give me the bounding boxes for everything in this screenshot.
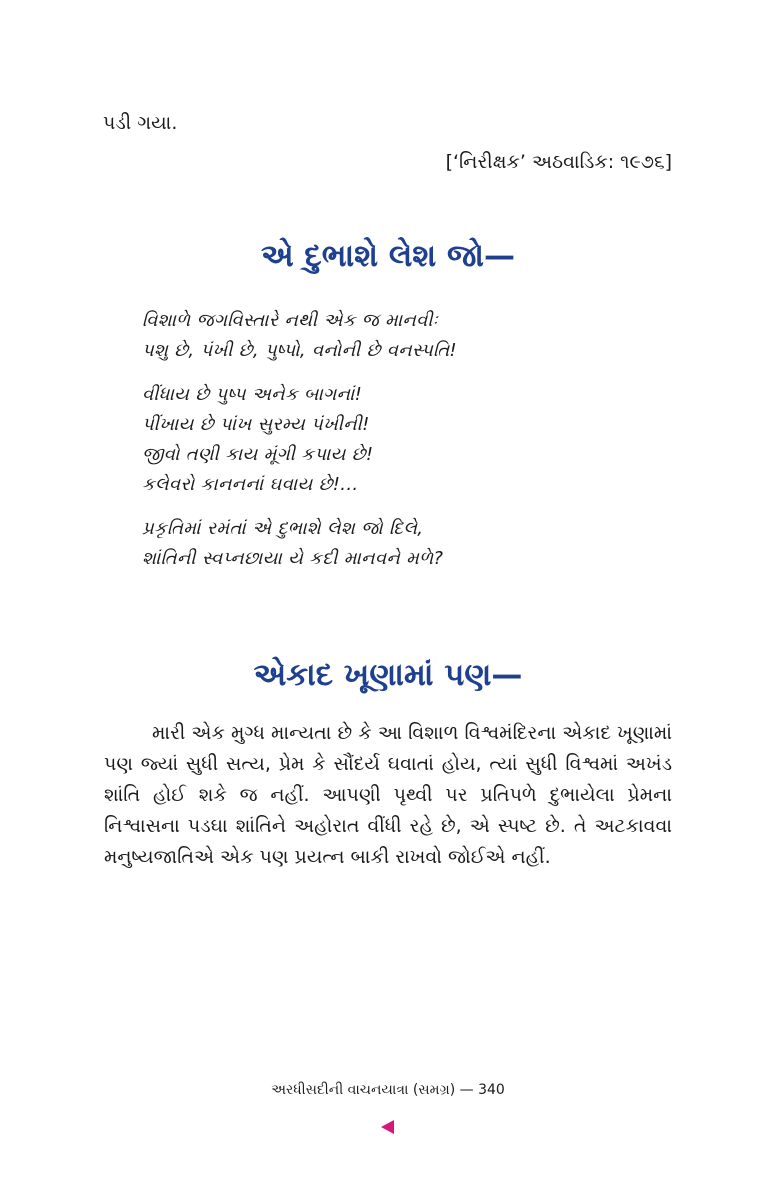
section-heading-1: એ દુભાશે લેશ જો— [260,238,516,274]
poem [142,306,662,588]
source-citation: [‘નિરીક્ષક’ અઠવાડિક: ૧૯૭૬] [445,151,672,173]
poem-line: પ્રકૃતિમાં રમંતાં એ દુભાશે લેશ જો દિલે, [142,518,424,539]
poem-stanza [142,380,662,500]
poem-line: શાંતિની સ્વપ્નછાયા યે કદી માનવને મળે? [142,548,444,569]
poem-line: પશુ છે, પંખી છે, પુષ્પો, વનોની છે વનસ્પતિ! [142,340,457,361]
poem-stanza [142,514,662,574]
poem-line: જીવો તણી કાય મૂંગી કપાય છે! [142,444,374,465]
poem-line: વિશાળે જગવિસ્તારે નથી એક જ માનવીઃ [142,310,438,331]
triangle-left-icon[interactable] [381,1120,394,1134]
body-paragraph: મારી એક મુગ્ધ માન્યતા છે કે આ વિશાળ વિશ્વમંદિરના એકાદ ખૂણામાં પણ જ્યાં સુધી સત્ય, પ્રેમ કે સૌંદર્ય ઘવાતાં હોય, ત્યાં સુધી વિશ્વમાં અખંડ શાંતિ હોઈ શકે જ નહીં. આપણી પૃથ્વી પર પ્રતિપળે દુભાયેલા પ્રેમના નિશ્વાસના પડઘા શાંતિને અહોરાત વીંધી રહે છે, એ સ્પષ્ટ છે. તે અટકાવવા મનુષ્યજાતિએ એક પણ પ્રયત્ન બાકી રાખવો જોઈએ નહીં. [104,722,672,868]
poem-line: વીંધાય છે પુષ્પ અનેક બાગનાં! [142,384,363,405]
poem-stanza [142,306,662,366]
continuation-text: પડી ગયા. [103,112,178,134]
section-heading-2: એકાદ ખૂણામાં પણ— [253,657,523,693]
poem-line: કલેવરો કાનનનાં ઘવાય છે!... [142,474,359,495]
page-footer: અરધીસદીની વાચનયાત્રા (સમગ્ર) — 340 [271,1082,505,1098]
poem-line: પીંખાય છે પાંખ સુરમ્ય પંખીની! [142,414,370,435]
